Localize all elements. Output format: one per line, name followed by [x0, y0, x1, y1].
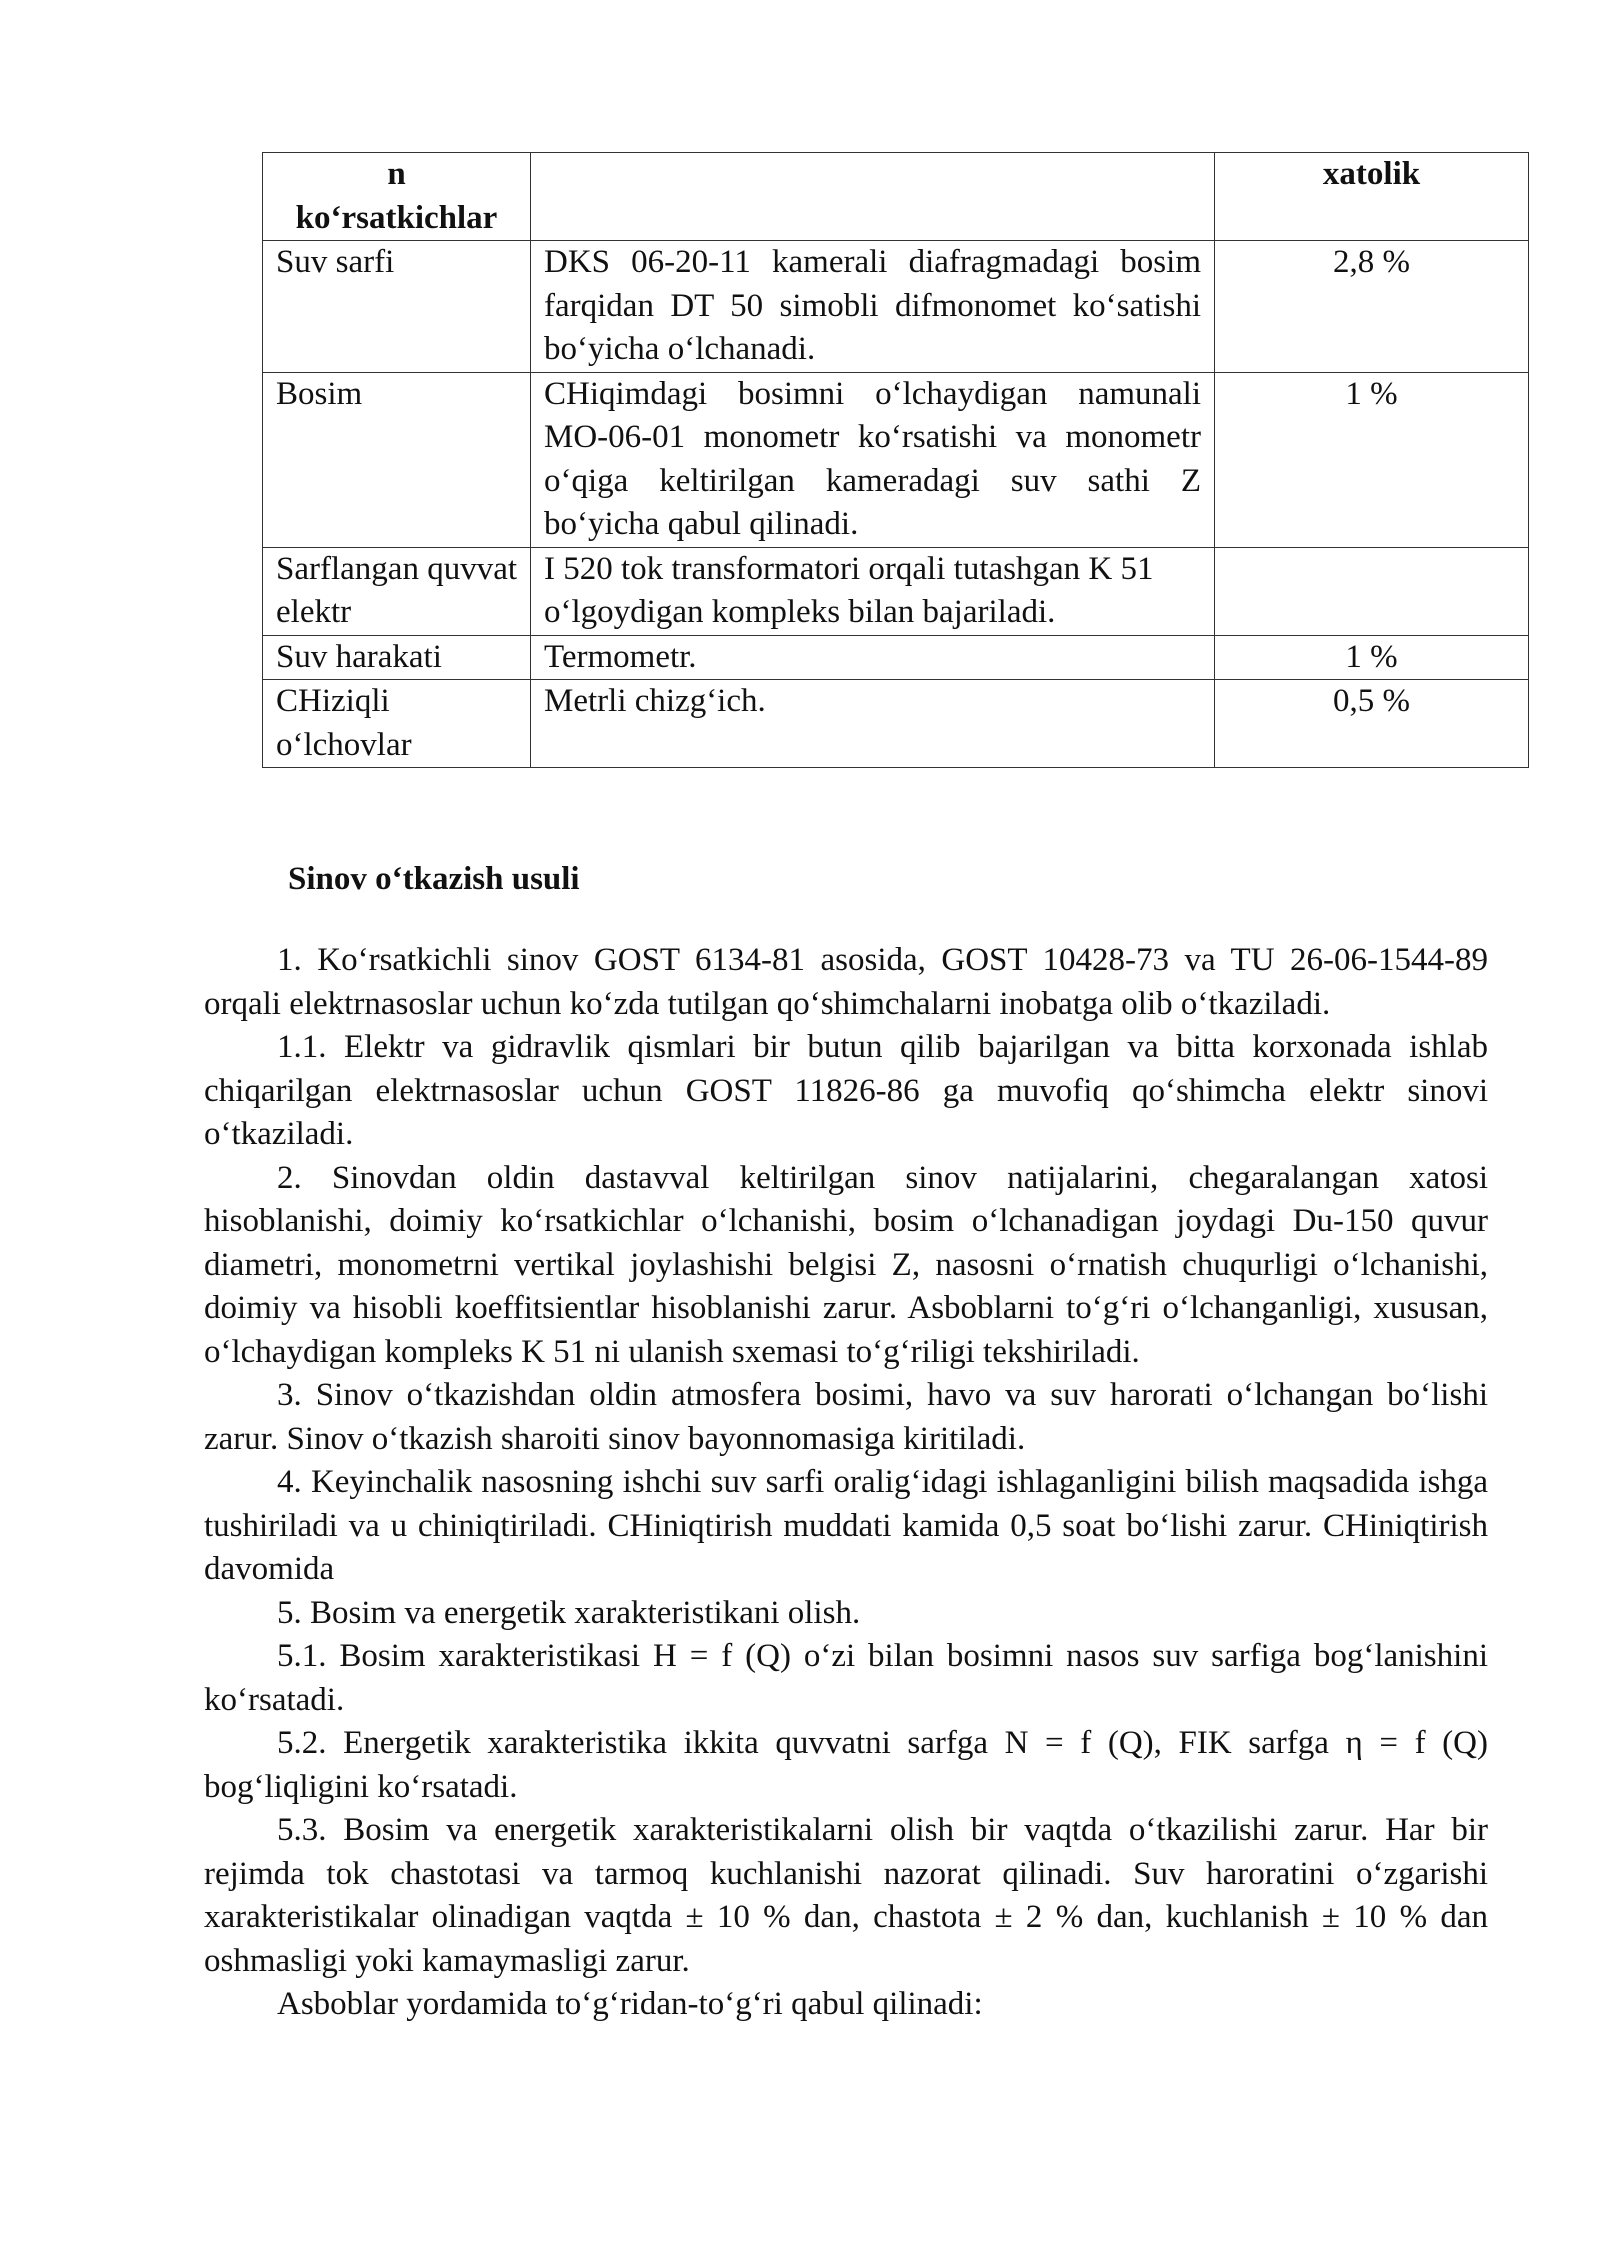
- header-cell-indicators-line1: n: [387, 156, 406, 192]
- paragraph: 3. Sinov o‘tkazishdan oldin atmosfera bosimi, havo va suv harorati o‘lchangan bo‘lishi zarur. Sinov o‘tkazish sharoiti sinov bayonnomasiga kiritiladi.: [204, 1377, 1488, 1457]
- paragraph: 5.3. Bosim va energetik xarakteristikalarni olish bir vaqtda o‘tkazilishi zarur. Har bir rejimda tok chastotasi va tarmoq kuchlanishi nazorat qilinadi. Suv haroratini o‘zgarishi xarakteristikalar olinadigan vaqtda ± 10 % dan, chastota ± 2 % dan, kuchlanish ± 10 % dan oshmasligi yoki kamaymasligi zarur.: [204, 1812, 1488, 1979]
- row-error: 1 %: [1215, 372, 1529, 547]
- paragraph: 1.1. Elektr va gidravlik qismlari bir butun qilib bajarilgan va bitta korxonada ishlab chiqarilgan elektrnasoslar uchun GOST 11826-86 ga muvofiq qo‘shimcha elektr sinovi o‘tkaziladi.: [204, 1029, 1488, 1152]
- table-row: [263, 372, 1529, 547]
- row-name: Suv sarfi: [263, 241, 531, 373]
- paragraph: Asboblar yordamida to‘g‘ridan-to‘g‘ri qabul qilinadi:: [277, 1986, 983, 2022]
- row-name: Sarflangan quvvat elektr: [263, 547, 531, 635]
- header-cell-error: xatolik: [1215, 153, 1529, 241]
- table-header-row: [263, 153, 1529, 241]
- row-error: 0,5 %: [1215, 680, 1529, 768]
- table-row: [263, 547, 1529, 635]
- row-error: [1215, 547, 1529, 635]
- header-cell-indicators-line2: ko‘rsatkichlar: [295, 199, 498, 236]
- paragraph: 5.1. Bosim xarakteristikasi H = f (Q) o‘zi bilan bosimni nasos suv sarfiga bog‘lanishini ko‘rsatadi.: [204, 1638, 1488, 1718]
- row-description: Metrli chizg‘ich.: [531, 680, 1215, 768]
- table-row: [263, 680, 1529, 768]
- paragraph: 5.2. Energetik xarakteristika ikkita quvvatni sarfga N = f (Q), FIK sarfga η = f (Q) bog‘liqligini ko‘rsatadi.: [204, 1725, 1488, 1805]
- row-name: Bosim: [263, 372, 531, 547]
- row-name: CHiziqli o‘lchovlar: [263, 680, 531, 768]
- row-description: Termometr.: [531, 635, 1215, 680]
- measurement-table: [262, 152, 1529, 768]
- paragraph: 1. Ko‘rsatkichli sinov GOST 6134-81 asosida, GOST 10428-73 va TU 26-06-1544-89 orqali elektrnasoslar uchun ko‘zda tutilgan qo‘shimchalarni inobatga olib o‘tkaziladi.: [204, 942, 1488, 1022]
- section-title: Sinov o‘tkazish usuli: [288, 861, 580, 897]
- paragraph: 4. Keyinchalik nasosning ishchi suv sarfi oralig‘idagi ishlaganligini bilish maqsadida ishga tushiriladi va u chiniqtiriladi. CHiniqtirish muddati kamida 0,5 soat bo‘lishi zarur. CHiniqtirish davomida: [204, 1464, 1488, 1587]
- table-row: [263, 635, 1529, 680]
- row-error: 1 %: [1215, 635, 1529, 680]
- row-name: Suv harakati: [263, 635, 531, 680]
- row-error: 2,8 %: [1215, 241, 1529, 373]
- body-text: [204, 939, 1488, 2027]
- paragraph: 5. Bosim va energetik xarakteristikani olish.: [277, 1594, 861, 1631]
- paragraph: 2. Sinovdan oldin dastavval keltirilgan sinov natijalarini, chegaralangan xatosi hisoblanishi, doimiy ko‘rsatkichlar o‘lchanishi, bosim o‘lchanadigan joydagi Du-150 quvur diametri, monometrni vertikal joylashishi belgisi Z, nasosni o‘rnatish chuqurligi o‘lchanishi, doimiy va hisobli koeffitsientlar hisoblanishi zarur. Asboblarni to‘g‘ri o‘lchanganligi, xususan, o‘lchaydigan kompleks K 51 ni ulanish sxemasi to‘g‘riligi tekshiriladi.: [204, 1159, 1488, 1370]
- row-description: DKS 06-20-11 kamerali diafragmadagi bosim farqidan DT 50 simobli difmonomet ko‘satishi bo‘yicha o‘lchanadi.: [531, 241, 1215, 373]
- row-description: CHiqimdagi bosimni o‘lchaydigan namunali MO-06-01 monometr ko‘rsatishi va monometr o‘qiga keltirilgan kameradagi suv sathi Z bo‘yicha qabul qilinadi.: [531, 372, 1215, 547]
- row-description: I 520 tok transformatori orqali tutashgan K 51 o‘lgoydigan kompleks bilan bajariladi.: [531, 547, 1215, 635]
- table-row: [263, 241, 1529, 373]
- header-cell-indicators: [263, 153, 531, 241]
- header-cell-description: [531, 153, 1215, 241]
